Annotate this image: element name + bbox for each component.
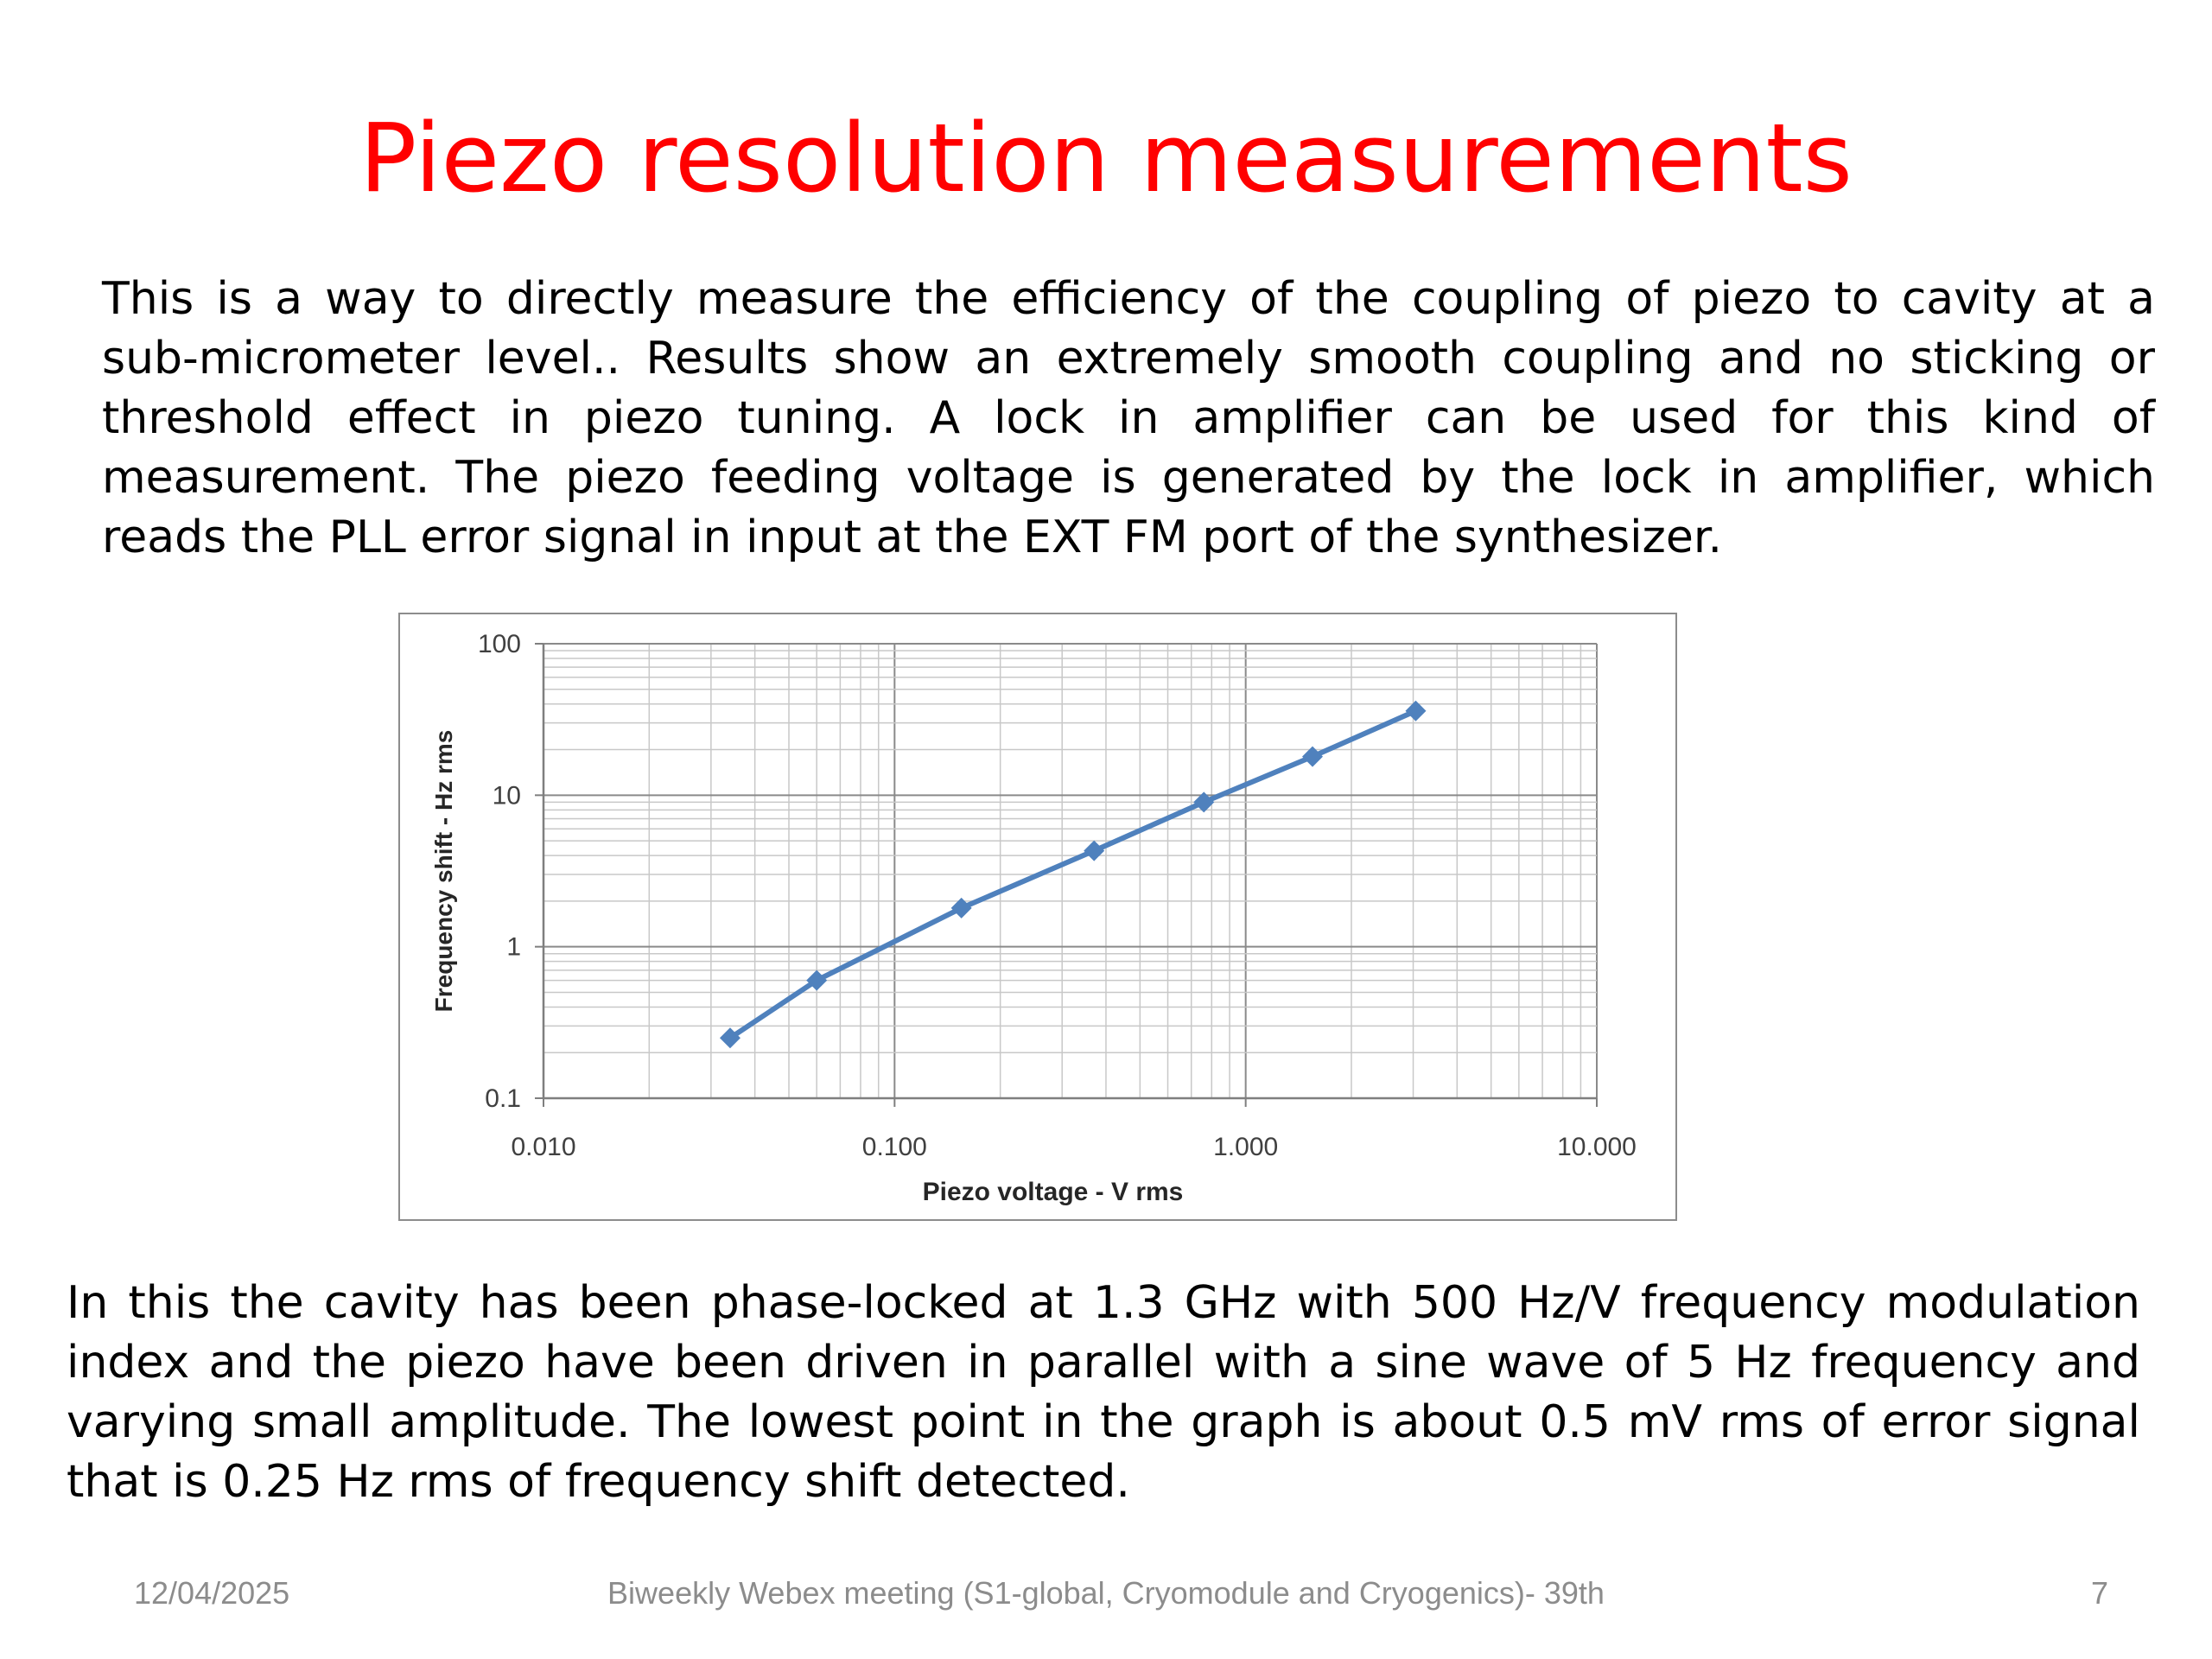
x-tick-label: 10.000 xyxy=(1557,1133,1637,1161)
note-paragraph xyxy=(67,1274,2140,1512)
y-axis-title: Frequency shift - Hz rms xyxy=(430,729,457,1013)
y-tick-label: 0.1 xyxy=(485,1084,521,1113)
data-point xyxy=(1084,841,1104,861)
note-line: varying small amplitude. The lowest point in the graph is about 0.5 mV rms of error signal xyxy=(67,1396,2140,1448)
frequency-shift-chart xyxy=(400,614,1675,1219)
intro-line: sub-micrometer level.. Results show an extremely smooth coupling and no sticking or xyxy=(102,333,2155,385)
footer-date: 12/04/2025 xyxy=(134,1575,290,1611)
intro-line: threshold effect in piezo tuning. A lock in amplifier can be used for this kind of xyxy=(102,392,2155,444)
chart-frame xyxy=(398,613,1677,1221)
intro-line: This is a way to directly measure the efficiency of the coupling of piezo to cavity at a xyxy=(102,273,2155,325)
y-tick-label: 10 xyxy=(492,781,521,810)
intro-line: measurement. The piezo feeding voltage is generated by the lock in amplifier, which xyxy=(102,452,2155,504)
chart-labels xyxy=(430,630,1637,1206)
chart-grid xyxy=(543,644,1597,1098)
chart-axes xyxy=(535,644,1597,1107)
slide-title: Piezo resolution measurements xyxy=(359,103,1853,213)
x-axis-title: Piezo voltage - V rms xyxy=(922,1178,1184,1206)
x-tick-label: 1.000 xyxy=(1213,1133,1279,1161)
note-line: In this the cavity has been phase-locked at 1.3 GHz with 500 Hz/V frequency modulation xyxy=(67,1277,2140,1329)
note-line: that is 0.25 Hz rms of frequency shift detected. xyxy=(67,1456,1130,1508)
x-tick-label: 0.100 xyxy=(861,1133,927,1161)
footer-page-number: 7 xyxy=(2090,1575,2108,1611)
y-tick-label: 1 xyxy=(506,932,521,962)
intro-paragraph xyxy=(102,270,2155,568)
note-line: index and the piezo have been driven in parallel with a sine wave of 5 Hz frequency and xyxy=(67,1337,2140,1389)
intro-line: reads the PLL error signal in input at the EXT FM port of the synthesizer. xyxy=(102,512,1722,563)
y-tick-label: 100 xyxy=(477,630,521,658)
x-tick-label: 0.010 xyxy=(511,1133,576,1161)
footer-meeting: Biweekly Webex meeting (S1-global, Cryomodule and Cryogenics)- 39th xyxy=(607,1575,1605,1611)
